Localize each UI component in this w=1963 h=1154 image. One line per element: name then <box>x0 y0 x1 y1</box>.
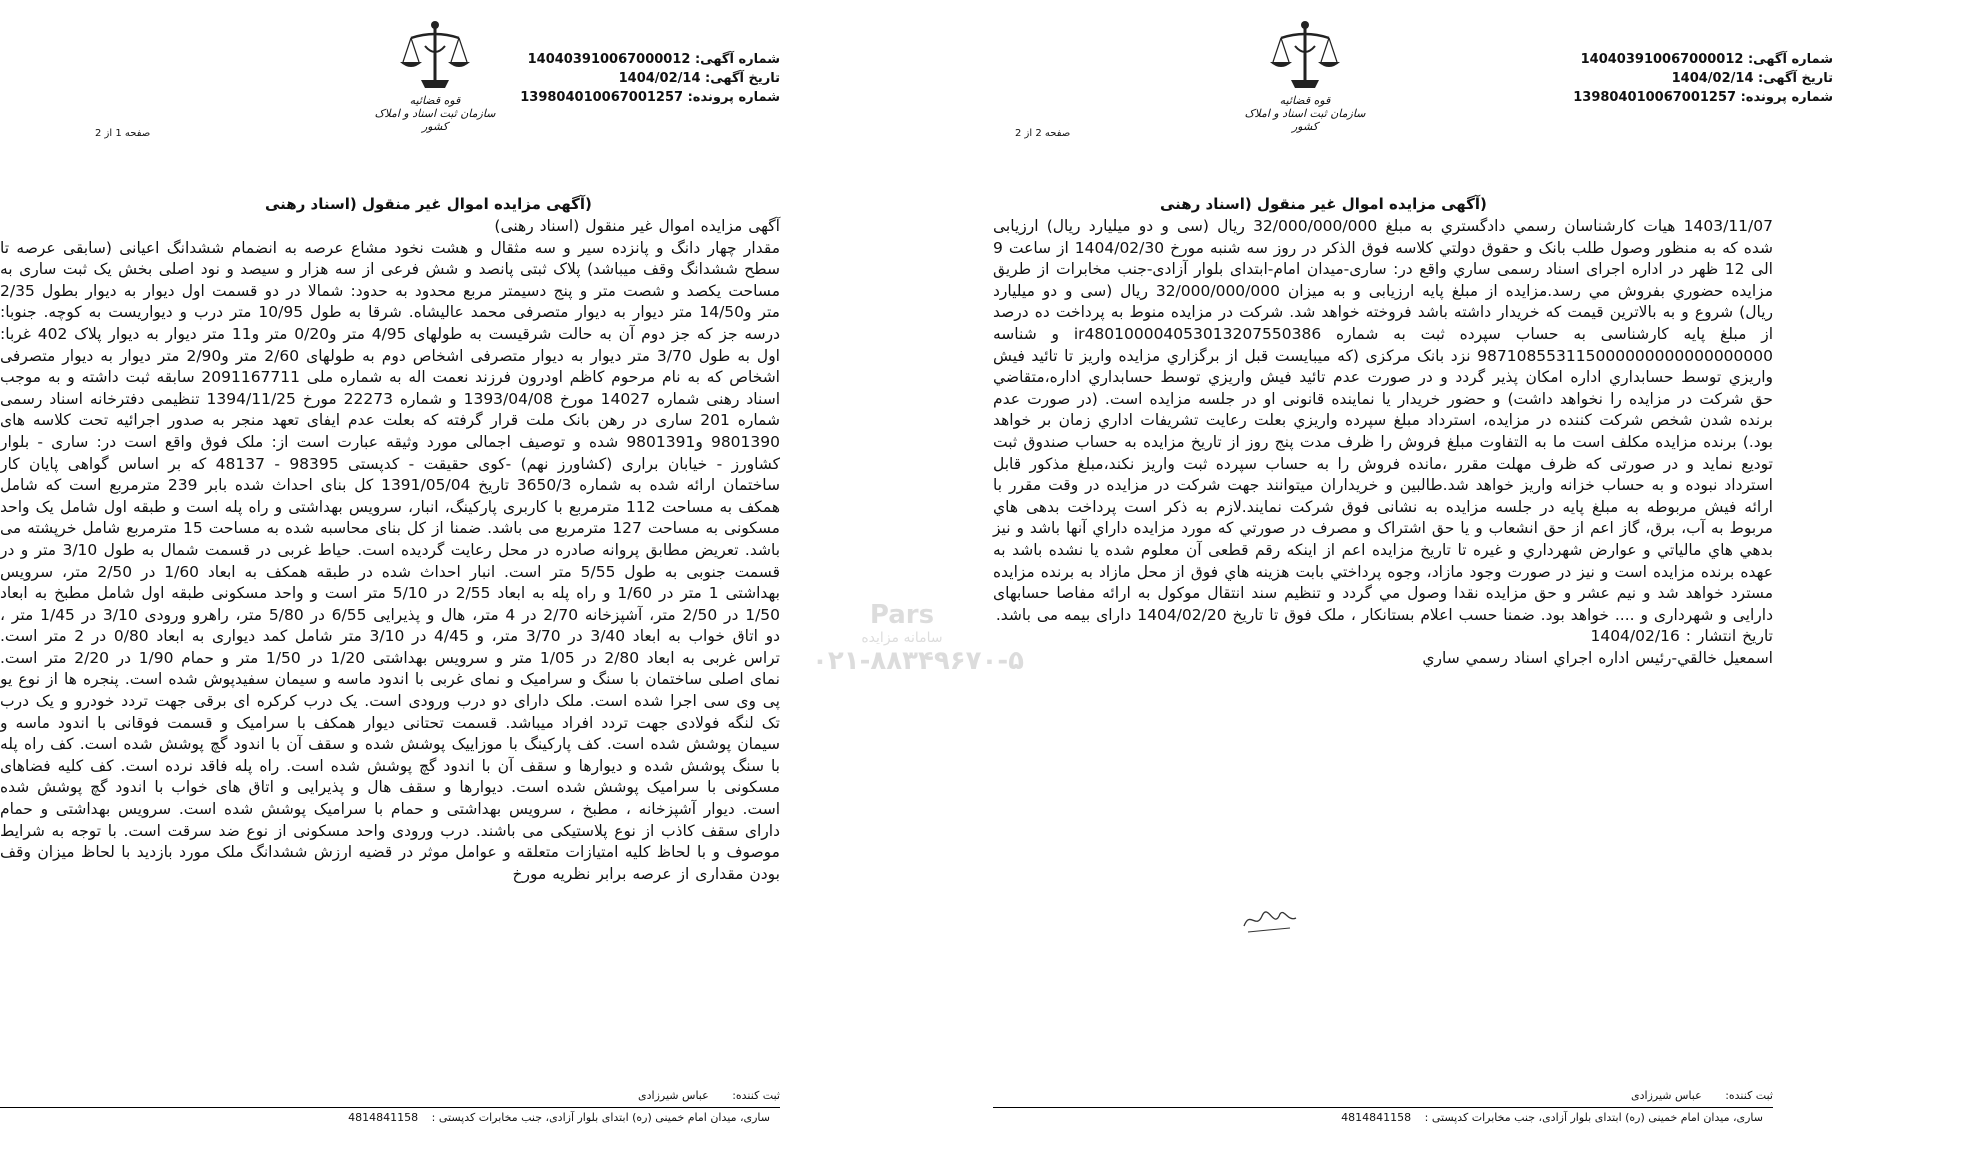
page-2 <box>800 0 1963 1154</box>
address-row <box>993 1110 1773 1126</box>
file-number-row <box>1573 88 1833 107</box>
handwritten-signature <box>1240 900 1300 940</box>
file-number-row <box>520 88 780 107</box>
ad-number-row <box>1573 50 1833 69</box>
notice-intro: آگهی مزایده اموال غیر منقول (اسناد رهنی) <box>494 217 780 235</box>
page-number: صفحه 2 از 2 <box>1015 128 1071 139</box>
ad-date-label: تاریخ آگهی: <box>1758 71 1833 86</box>
page-1 <box>0 0 790 1154</box>
footer-divider <box>993 1107 1773 1108</box>
file-number: 139804010067001257 <box>1573 90 1737 105</box>
notice-paragraph: 1403/11/07 هیات کارشناسان رسمي دادگستري به مبلغ 32/000/000/000 ریال (سی و دو میلیارد ریال) ارزیابی شده که به منظور وصول طلب بانک و حقوق دولتي کلاسه فوق الذکر در روز سه شنبه مورخ 1404/02/30 از ساعت 9 الی 12 ظهر در اداره اجرای اسناد رسمی ساري واقع در: ساری-میدان امام-ابتدای بلوار آزادی-جنب مخابرات از طریق مزایده حضوري بفروش مي رسد.مزایده از مبلغ پایه ارزیابی و به میزان 32/000/000/000 ریال (سی و دو میلیارد ریال) شروع و به بالاترین قیمت که خریدار داشته باشد فروخته خواهد شد. شرکت در مزایده منوط به پرداخت ده درصد از مبلغ پایه کارشناسی به حساب سپرده ثبت به شماره ir480100004053013207550386 و شناسه 987108553115000000000000000000 نزد بانک مرکزی (که میبایست قبل از برگزاري مزایده واریز تا تائید فیش واریزي توسط حسابداري اداره امکان پذیر گردد و در صورت عدم تائید فیش واریزي توسط حسابداري اداره،متقاضي حق شرکت در مزایده را نخواهد داشت) و حضور خریدار یا نماینده قانونی او در جلسه مزایده است. (در صورت عدم برنده شدن شخص شرکت کننده در مزایده، استرداد مبلغ سپرده واریزي بعلت رعایت تشریفات اداري زمان بر خواهد بود.) برنده مزایده مکلف است ما به التفاوت مبلغ فروش را ظرف مدت پنج روز از تاریخ مزایده به حساب صندوق ثبت تودیع نماید و در صورتی که ظرف مهلت مقرر ،مانده فروش را به حساب سپرده ثبت واریز نکند،مبلغ مذکور قابل استرداد نبوده و به حساب خزانه واریز خواهد شد.طالبین و خریداران میتوانند جهت شرکت در مزایده در وقت مقرر با ارائه فیش مربوطه به مبلغ پایه در جلسه مزایده به نشانی فوق شرکت نمایند.لازم به ذکر است پرداخت بدهی هاي مربوط به آب، برق، گاز اعم از حق انشعاب و یا حق اشتراک و مصرف در صورتي که مورد مزایده داراي آنها باشد و نیز بدهي هاي مالیاتي و عوارض شهرداري و غیره تا تاریخ مزایده اعم از اینکه رقم قطعی آن معلوم شده یا نشده باشد به عهده برنده مزایده است و نیز در صورت وجود مازاد، وجوه پرداختي بابت هزینه هاي فوق از محل مازاد به برنده مزایده مسترد خواهد شد و نیم عشر و حق مزایده نقدا وصول مي گردد و تنظیم سند انتقال موکول به ارائه مفاصا حسابهای دارایی و شهرداری و .... خواهد بود. ضمنا حسب اعلام بستانکار ، ملک فوق تا تاریخ 1404/02/20 دارای بیمه می باشد. <box>993 217 1773 624</box>
file-number: 139804010067001257 <box>520 90 684 105</box>
watermark-line: سامانه مزایده <box>861 630 943 646</box>
signer-name: اسمعیل خالقي-رئیس اداره اجراي اسناد رسمي ساري <box>1422 648 1773 667</box>
publication-date: تاریخ انتشار : 1404/02/16 <box>1590 627 1773 646</box>
watermark-phone: ۰۲۱-۸۸۳۴۹۶۷۰-۵ <box>812 646 1025 676</box>
address: ساری، میدان امام خمینی (ره) ابتدای بلوار آزادی، جنب مخابرات کدپستی : <box>1424 1111 1763 1124</box>
header-meta <box>1573 50 1833 107</box>
footer-divider <box>0 1107 780 1108</box>
org-line-2: سازمان ثبت اسناد و املاک کشور <box>1244 107 1366 133</box>
ad-number-row <box>520 50 780 69</box>
notice-body <box>993 216 1773 669</box>
address-row <box>0 1110 780 1126</box>
postal-code: 4814841158 <box>348 1111 419 1124</box>
ad-date: 1404/02/14 <box>1671 71 1754 86</box>
file-number-label: شماره پرونده: <box>1740 90 1833 105</box>
address: ساری، میدان امام خمینی (ره) ابتدای بلوار آزادی، جنب مخابرات کدپستی : <box>431 1111 770 1124</box>
page-footer <box>993 1088 1773 1126</box>
org-line-1: قوه قضائیه <box>1279 94 1331 107</box>
notice-title: (آگهی مزایده اموال غیر منقول (اسناد رهنی <box>265 195 592 213</box>
file-number-label: شماره پرونده: <box>687 90 780 105</box>
scales-of-justice-icon <box>1265 18 1345 96</box>
registrar-name: عباس شیرزادی <box>638 1089 709 1102</box>
judiciary-emblem <box>1230 18 1380 138</box>
judiciary-emblem <box>360 18 510 138</box>
scales-of-justice-icon <box>395 18 475 96</box>
ad-date-row <box>1573 69 1833 88</box>
registrar-row <box>993 1088 1773 1104</box>
ad-date: 1404/02/14 <box>618 71 701 86</box>
page-number: صفحه 1 از 2 <box>95 128 151 139</box>
registrar-label: ثبت کننده: <box>1725 1089 1773 1102</box>
registrar-row <box>0 1088 780 1104</box>
ad-number: 140403910067000012 <box>1580 52 1744 67</box>
ad-number: 140403910067000012 <box>527 52 691 67</box>
watermark-name: Pars <box>869 600 935 630</box>
registrar-name: عباس شیرزادی <box>1631 1089 1702 1102</box>
org-line-1: قوه قضائیه <box>409 94 461 107</box>
ad-date-label: تاریخ آگهی: <box>705 71 780 86</box>
ad-number-label: شماره آگهی: <box>1747 52 1833 67</box>
notice-paragraph: مقدار چهار دانگ و پانزده سیر و سه مثقال و هشت نخود مشاع عرصه به انضمام ششدانگ اعیانی (سابقی عرصه تا سطح ششدانگ وقف میباشد) پلاک ثبتی پانصد و شش فرعی از سه هزار و سیصد و نود اصلی بخش یک ثبت ساری به مساحت یکصد و شصت متر و پنج دسیمتر مربع محدود به حدود: شمالا در دو قسمت اول دیوار به دیوار بطول 2/35 متر و14/50 متر دیوار به دیوار متصرفی محمد عالیشاه. شرقا به طول 10/95 متر درب و دیواریست به کوچه. جنوبا: درسه جز که جز دوم آن به حالت شرقیست به طولهای 4/95 متر و0/20 متر و11 متر دیوار به دیوار پلاک 402 غربا: اول به طول 3/70 متر دیوار به دیوار متصرفی اشخاص دوم به طولهای 2/60 متر و2/90 متر دیوار به دیوار متصرفی اشخاص که به نام مرحوم کاظم اودرون فرزند نعمت اله به شماره ملی 2091167711 سابقه ثبت داشته و به موجب اسناد رهنی شماره 14027 مورخ 1393/04/08 و شماره 22273 مورخ 1394/11/25 تنظیمی دفترخانه اسناد رسمی شماره 201 ساری در رهن بانک ملت قرار گرفته که بعلت عدم ایفای تعهد منجر به صدور اجرائیه تحت کلاسه های 9801390 و9801391 شده و توصیف اجمالی مورد وثیقه عبارت است از: ملک فوق واقع است در: ساری - بلوار کشاورز - خیابان براری (کشاورز نهم) -کوی حقیقت - کدپستی 98395 - 48137 که بر اساس گواهی پایان کار ساختمان ارائه شده به شماره 3650/3 تاریخ 1391/05/04 کل بنای احداث شده بابر 239 مترمربع است که شامل همکف به مساحت 112 مترمربع با کاربری پارکینگ، انبار، سرویس بهداشتی و راه پله است و طبقه اول شامل یک واحد مسکونی به مساحت 127 مترمربع می باشد. ضمنا از کل بنای محاسبه شده به مساحت 15 مترمربع شامل خرپشته می باشد. تعریض مطابق پروانه صادره در محل رعایت گردیده است. حیاط غربی در قسمت شمال به طول 3/10 متر و در قسمت جنوبی به طول 5/55 متر است. انبار احداث شده در طبقه همکف به ابعاد 1/60 در 2/50 متر، سرویس بهداشتی 1 متر در 1/60 و راه پله به ابعاد 2/55 در 5/10 متر است و واحد مسکونی طبقه اول شامل مطبخ به ابعاد 1/50 در 2/50 متر، آشپزخانه 2/70 در 4 متر، هال و پذیرایی 6/55 در 5/80 متر، راهرو ورودی 3/10 در 1/45 متر ، دو اتاق خواب به ابعاد 3/40 در 3/70 متر، و 4/45 در 3/10 متر شامل کمد دیواری به ابعاد 0/80 در 2 متر است. تراس غربی به ابعاد 2/80 در 1/05 متر و سرویس بهداشتی 1/20 در 1/50 متر و حمام 1/90 در 2/20 متر است. نمای اصلی ساختمان با سنگ و سرامیک و نمای غربی با اندود ماسه و سیمان سفیدپوش شده است. پنجره ها از نوع یو پی وی سی اجرا شده است. ملک دارای دو درب ورودی است. یک درب کرکره ای برقی جهت تردد خودرو و یک درب تک لنگه فولادی جهت تردد افراد میباشد. قسمت تحتانی دیوار همکف با سرامیک و قسمت فوقانی با اندود ماسه و سیمان پوشش شده است. کف پارکینگ با موزاییک پوشش شده و سقف آن با اندود گچ پوشش شده است. کف راه پله با سنگ پوشش شده و دیوارها و سقف آن با اندود گچ پوشش شده است. راه پله فاقد نرده است. کف کلیه فضاهای مسکونی با سرامیک پوشش شده است. دیوارها و سقف هال و پذیرایی و اتاق های خواب با اندود گچ پوشش شده است. دیوار آشپزخانه ، مطبخ ، سرویس بهداشتی و حمام با سرامیک پوشش شده است. سرویس بهداشتی و حمام دارای سقف کاذب از نوع پلاستیکی می باشند. درب ورودی واحد مسکونی از نوع ضد سرقت است. با توجه به شرایط موصوف و با لحاظ کلیه امتیازات متعلقه و عوامل موثر در قضیه ارزش ششدانگ ملک مورد بازدید با لحاظ میزان وقف بودن مقداری از عرصه برابر نظریه مورخ <box>0 238 781 883</box>
ad-date-row <box>520 69 780 88</box>
ad-number-label: شماره آگهی: <box>694 52 780 67</box>
notice-title: (آگهی مزایده اموال غیر منقول (اسناد رهنی <box>1160 195 1487 213</box>
postal-code: 4814841158 <box>1341 1111 1412 1124</box>
notice-body <box>0 216 780 885</box>
header-meta <box>520 50 780 107</box>
registrar-label: ثبت کننده: <box>732 1089 780 1102</box>
org-line-2: سازمان ثبت اسناد و املاک کشور <box>374 107 496 133</box>
page-footer <box>0 1088 780 1126</box>
